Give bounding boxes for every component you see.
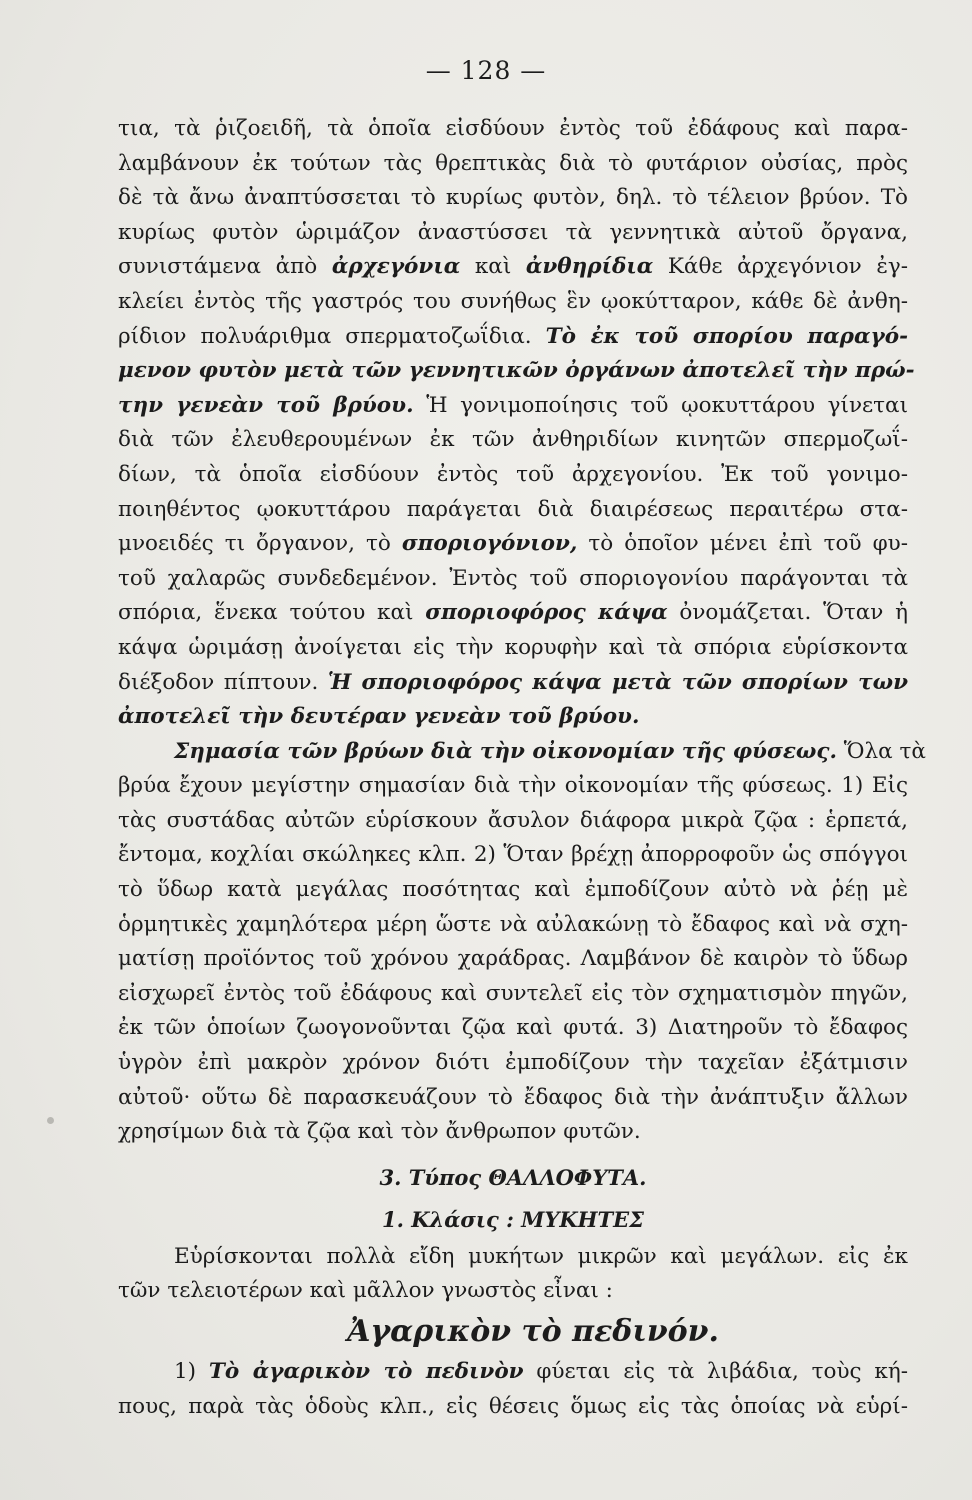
text-line xyxy=(118,147,908,182)
text-run: τὸ ὕδωρ κατὰ μεγάλας ποσότητας καὶ ἐμποδίζουν αὐτὸ νὰ ῥέῃ μὲ xyxy=(118,877,908,903)
text-run: φύεται εἰς τὰ λιβάδια, τοὺς κή- xyxy=(523,1359,908,1384)
text-line xyxy=(118,942,908,977)
text-run: δὲ τὰ ἄνω ἀναπτύσσεται τὸ κυρίως φυτὸν, δηλ. τὸ τέλειον βρύον. Τὸ xyxy=(118,185,908,211)
text-line xyxy=(118,1046,908,1081)
text-run: ματίσῃ προϊόντος τοῦ χρόνου χαράδρας. Λαμβάνον δὲ καιρὸν τὸ ὕδωρ xyxy=(118,946,908,972)
text-line xyxy=(118,908,908,943)
text-line xyxy=(118,250,908,285)
text-line xyxy=(118,769,908,804)
text-line xyxy=(118,216,908,251)
emphasized-term: Ἡ σποριοφόρος κάψα μετὰ τῶν σπορίων των xyxy=(327,669,908,695)
text-run: διὰ τῶν ἐλευθερουμένων ἐκ τῶν ἀνθηριδίων κινητῶν σπερμοζωΐ- xyxy=(118,427,908,453)
text-line xyxy=(118,112,908,147)
text-run: μνοειδές τι ὄργανον, τὸ xyxy=(118,531,402,557)
text-run: καὶ xyxy=(460,254,526,280)
text-line xyxy=(118,1240,908,1275)
text-run: βρύα ἔχουν μεγίστην σημασίαν διὰ τὴν οἰκονομίαν τῆς φύσεως. 1) Εἰς xyxy=(118,773,908,799)
text-run: Ἡ γονιμοποίησις τοῦ ῳοκυττάρου γίνεται xyxy=(413,392,908,418)
text-run: τοῦ χαλαρῶς συνδεδεμένον. Ἐντὸς τοῦ σποριογονίου παράγονται τὰ xyxy=(118,565,908,591)
text-run: δίων, τὰ ὁποῖα εἰσδύουν ἐντὸς τοῦ ἀρχεγονίου. Ἐκ τοῦ γονιμο- xyxy=(118,461,908,487)
text-line xyxy=(118,838,908,873)
text-line xyxy=(118,493,908,528)
text-line xyxy=(118,1390,908,1425)
page-number: — 128 — xyxy=(425,56,547,85)
text-line xyxy=(118,666,908,701)
text-run: ὑγρὸν ἐπὶ μακρὸν χρόνον διότι ἐμποδίζουν τὴν ταχεῖαν ἐξάτμισιν xyxy=(118,1050,908,1076)
species-heading-agaricus: Ἀγαρικὸν τὸ πεδινόν. xyxy=(347,1314,719,1349)
paragraph-agaricus-habitat xyxy=(118,1355,908,1424)
text-run: κλείει ἐντὸς τῆς γαστρός του συνήθως ἓν ῳοκύτταρον, κάθε δὲ ἀνθη- xyxy=(118,288,908,314)
text-line xyxy=(118,320,908,355)
text-run: 1) xyxy=(174,1359,209,1384)
text-run: Εὑρίσκονται πολλὰ εἴδη μυκήτων μικρῶν καὶ μεγάλων. εἰς ἐκ xyxy=(174,1243,908,1269)
text-line xyxy=(118,423,908,458)
text-run: κάψα ὡριμάσῃ ἀνοίγεται εἰς τὴν κορυφὴν καὶ τὰ σπόρια εὑρίσκοντα xyxy=(118,634,908,660)
text-line xyxy=(118,1115,908,1150)
text-line xyxy=(118,804,908,839)
class-heading-fungi: 1. Κλάσις : ΜΥΚΗΤΕΣ xyxy=(382,1206,644,1232)
text-line xyxy=(118,389,908,424)
text-line xyxy=(118,285,908,320)
text-line xyxy=(118,596,908,631)
text-run: τὸ ὁποῖον μένει ἐπὶ τοῦ φυ- xyxy=(577,531,908,557)
emphasized-term: ἀποτελεῖ τὴν δευτέραν γενεὰν τοῦ βρύου. xyxy=(118,704,640,730)
emphasized-term: την γενεὰν τοῦ βρύου. xyxy=(118,392,414,418)
text-line xyxy=(118,700,908,735)
text-line xyxy=(118,458,908,493)
text-run: λαμβάνουν ἐκ τούτων τὰς θρεπτικὰς διὰ τὸ φυτάριον οὐσίας, πρὸς xyxy=(118,150,908,176)
text-line xyxy=(118,873,908,908)
text-run: χρησίμων διὰ τὰ ζῷα καὶ τὸν ἄνθρωπον φυτῶν. xyxy=(118,1119,641,1145)
text-run: Κάθε ἀρχεγόνιον ἐγ- xyxy=(653,254,908,280)
text-run: τια, τὰ ῥιζοειδῆ, τὰ ὁποῖα εἰσδύουν ἐντὸς τοῦ ἐδάφους καὶ παρα- xyxy=(118,116,908,141)
text-line xyxy=(118,977,908,1012)
text-line xyxy=(118,562,908,597)
text-line xyxy=(118,181,908,216)
emphasized-term: σποριογόνιον, xyxy=(401,531,578,557)
text-line xyxy=(118,735,926,770)
emphasized-term: Τὸ ἀγαρικὸν τὸ πεδινὸν xyxy=(208,1359,524,1384)
section-heading-thallophyta: 3. Τύπος ΘΑΛΛΟΦΥΤΑ. xyxy=(379,1164,647,1190)
paragraph-fungi-intro xyxy=(118,1240,908,1309)
text-run: ὁρμητικὲς χαμηλότερα μέρη ὥστε νὰ αὐλακώνῃ τὸ ἔδαφος καὶ νὰ σχη- xyxy=(118,911,908,937)
text-body xyxy=(118,112,926,1424)
margin-mark xyxy=(47,1117,54,1124)
text-run: αὐτοῦ· οὕτω δὲ παρασκευάζουν τὸ ἔδαφος διὰ τὴν ἀνάπτυξιν ἄλλων xyxy=(118,1084,908,1110)
text-run: τὰς συστάδας αὐτῶν εὑρίσκουν ἄσυλον διάφορα μικρὰ ζῷα : ἑρπετά, xyxy=(118,807,908,833)
text-run: τῶν τελειοτέρων καὶ μᾶλλον γνωστὸς εἶναι : xyxy=(118,1278,613,1304)
emphasized-term: μενον φυτὸν μετὰ τῶν γεννητικῶν ὀργάνων ἀποτελεῖ τὴν πρώ- xyxy=(118,358,915,384)
text-run: ποιηθέντος ῳοκυττάρου παράγεται διὰ διαιρέσεως περαιτέρω στα- xyxy=(118,496,908,522)
text-run: εἰσχωρεῖ ἐντὸς τοῦ ἐδάφους καὶ συντελεῖ εἰς τὸν σχηματισμὸν πηγῶν, xyxy=(118,980,908,1006)
text-run: πους, παρὰ τὰς ὁδοὺς κλπ., εἰς θέσεις ὅμως εἰς τὰς ὁποίας νὰ εὑρί- xyxy=(118,1393,908,1419)
text-line xyxy=(118,1011,908,1046)
text-line xyxy=(118,354,915,389)
emphasized-term: Σημασία τῶν βρύων διὰ τὴν οἰκονομίαν τῆς φύσεως. xyxy=(174,738,837,764)
text-run: κυρίως φυτὸν ὡριμάζον ἀναστύσσει τὰ γεννητικὰ αὐτοῦ ὄργανα, xyxy=(118,219,908,245)
text-run: ἐκ τῶν ὁποίων ζωογονοῦνται ζῷα καὶ φυτά. 3) Διατηροῦν τὸ ἔδαφος xyxy=(118,1015,908,1041)
emphasized-term: ἀρχεγόνια xyxy=(331,254,461,280)
text-run: διέξοδον πίπτουν. xyxy=(118,669,328,695)
text-line xyxy=(118,527,908,562)
text-line xyxy=(118,1355,908,1390)
text-run: Ὅλα τὰ xyxy=(836,738,926,764)
text-run: ρίδιον πολυάριθμα σπερματοζωΐδια. xyxy=(118,323,546,349)
text-line xyxy=(118,1274,908,1309)
paragraph-mosses-reproduction xyxy=(118,112,915,735)
text-run: ὀνομάζεται. Ὅταν ἡ xyxy=(667,600,908,626)
emphasized-term: ἀνθηρίδια xyxy=(525,254,654,280)
emphasized-term: Τὸ ἐκ τοῦ σπορίου παραγό- xyxy=(545,323,908,349)
text-run: συνιστάμενα ἀπὸ xyxy=(118,254,332,280)
text-run: ἔντομα, κοχλίαι σκώληκες κλπ. 2) Ὅταν βρέχῃ ἀπορροφοῦν ὡς σπόγγοι xyxy=(118,842,908,868)
text-line xyxy=(118,1081,908,1116)
text-run: σπόρια, ἕνεκα τούτου καὶ xyxy=(118,600,426,626)
emphasized-term: σποριοφόρος κάψα xyxy=(425,600,668,626)
text-line xyxy=(118,631,908,666)
paragraph-mosses-importance xyxy=(118,735,926,1150)
